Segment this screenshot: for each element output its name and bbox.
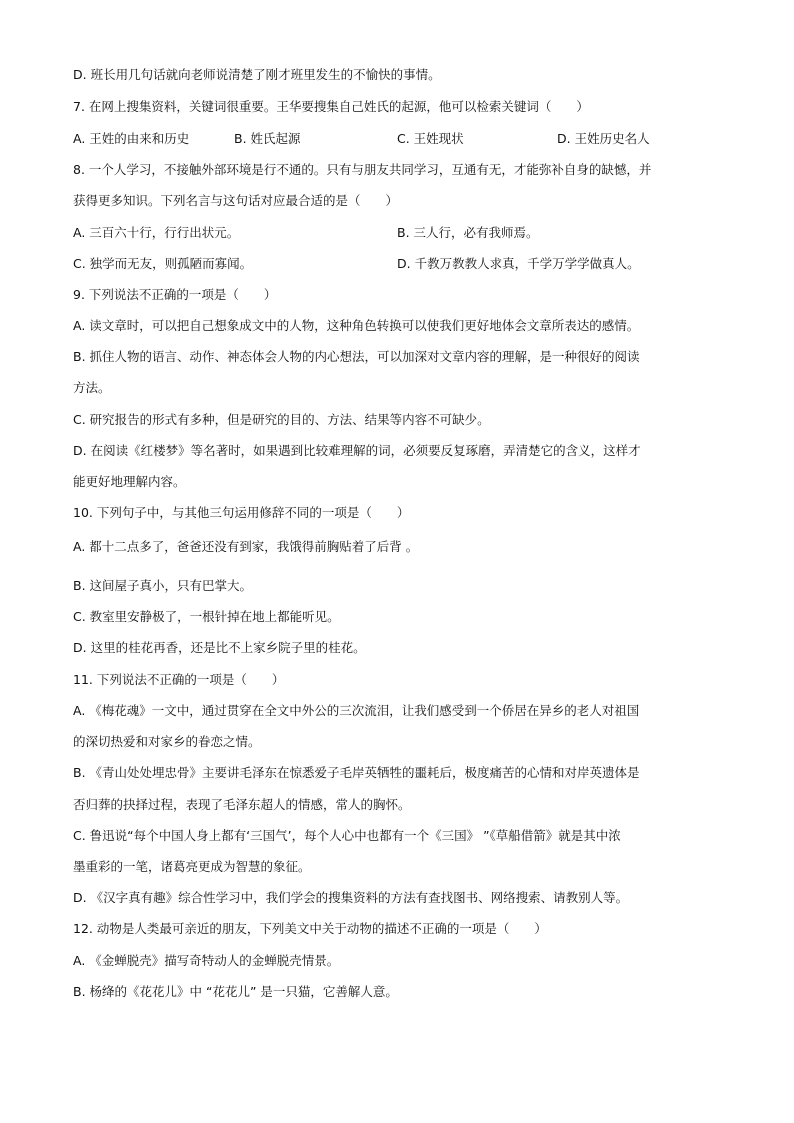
q7-option-a: A. 王姓的由来和历史	[73, 131, 190, 146]
q10-stem: 10. 下列句子中，与其他三句运用修辞不同的一项是（ ）	[73, 505, 410, 520]
q9-stem: 9. 下列说法不正确的一项是（ ）	[73, 287, 277, 302]
q11-option-a-line2: 的深切热爱和对家乡的眷恋之情。	[73, 734, 261, 749]
q9-option-c: C. 研究报告的形式有多种，但是研究的目的、方法、结果等内容不可缺少。	[73, 412, 490, 427]
q9-option-b-line2: 方法。	[73, 380, 111, 395]
q8-option-a: A. 三百六十行，行行出状元。	[73, 225, 240, 240]
q7-option-c: C. 王姓现状	[397, 131, 464, 146]
q10-option-b: B. 这间屋子真小，只有巴掌大。	[73, 578, 253, 593]
q10-option-c: C. 教室里安静极了，一根针掉在地上都能听见。	[73, 609, 340, 624]
q11-option-b-line2: 否归葬的抉择过程，表现了毛泽东超人的情感，常人的胸怀。	[73, 797, 411, 812]
q8-stem-line2: 获得更多知识。下列名言与这句话对应最合适的是（ ）	[73, 193, 399, 208]
q7-option-b: B. 姓氏起源	[234, 131, 301, 146]
q9-option-d-line1: D. 在阅读《红楼梦》等名著时，如果遇到比较难理解的词，必须要反复琢磨，弄清楚它的含义，这样才	[73, 443, 641, 458]
q9-option-a: A. 读文章时，可以把自己想象成文中的人物，这种角色转换可以使我们更好地体会文章所表达的感情。	[73, 318, 640, 333]
q8-option-d: D. 千教万教教人求真，千学万学学做真人。	[397, 256, 640, 271]
q10-option-d: D. 这里的桂花再香，还是比不上家乡院子里的桂花。	[73, 640, 366, 655]
q11-stem: 11. 下列说法不正确的一项是（ ）	[73, 672, 285, 687]
q7-stem: 7. 在网上搜集资料，关键词很重要。王华要搜集自己姓氏的起源，他可以检索关键词（ ）	[73, 99, 589, 114]
q8-option-b: B. 三人行，必有我师焉。	[397, 225, 539, 240]
q6-option-d: D. 班长用几句话就向老师说清楚了刚才班里发生的不愉快的事情。	[73, 67, 441, 82]
q8-stem-line1: 8. 一个人学习，不接触外部环境是行不通的。只有与朋友共同学习，互通有无，才能弥补自身的缺憾，并	[73, 162, 652, 177]
q7-option-d: D. 王姓历史名人	[557, 131, 650, 146]
q10-option-a: A. 都十二点多了，爸爸还没有到家，我饿得前胸贴着了后背 。	[73, 539, 419, 554]
q12-option-b: B. 杨绛的《花花儿》中 “花花儿” 是一只猫，它善解人意。	[73, 984, 398, 999]
q11-option-a-line1: A. 《梅花魂》一文中，通过贯穿在全文中外公的三次流泪，让我们感受到一个侨居在异乡的老人对祖国	[73, 703, 640, 718]
q12-stem: 12. 动物是人类最可亲近的朋友，下列美文中关于动物的描述不正确的一项是（ ）	[73, 921, 547, 936]
q9-option-b-line1: B. 抓住人物的语言、动作、神态体会人物的内心想法，可以加深对文章内容的理解，是一种很好的阅读	[73, 349, 640, 364]
q8-option-c: C. 独学而无友，则孤陋而寡闻。	[73, 256, 253, 271]
q12-option-a: A. 《金蝉脱壳》描写奇特动人的金蝉脱壳情景。	[73, 953, 340, 968]
q11-option-b-line1: B. 《青山处处埋忠骨》主要讲毛泽东在惊悉爱子毛岸英牺牲的噩耗后，极度痛苦的心情和对岸英遗体是	[73, 765, 640, 780]
q11-option-c-line1: C. 鲁迅说“每个中国人身上都有‘三国气’，每个人心中也都有一个《三国》 ”《草船借箭》就是其中浓	[73, 828, 621, 843]
q11-option-c-line2: 墨重彩的一笔，诸葛亮更成为智慧的象征。	[73, 859, 311, 874]
q9-option-d-line2: 能更好地理解内容。	[73, 474, 186, 489]
q11-option-d: D. 《汉字真有趣》综合性学习中，我们学会的搜集资料的方法有查找图书、网络搜索、请教别人等。	[73, 890, 629, 905]
